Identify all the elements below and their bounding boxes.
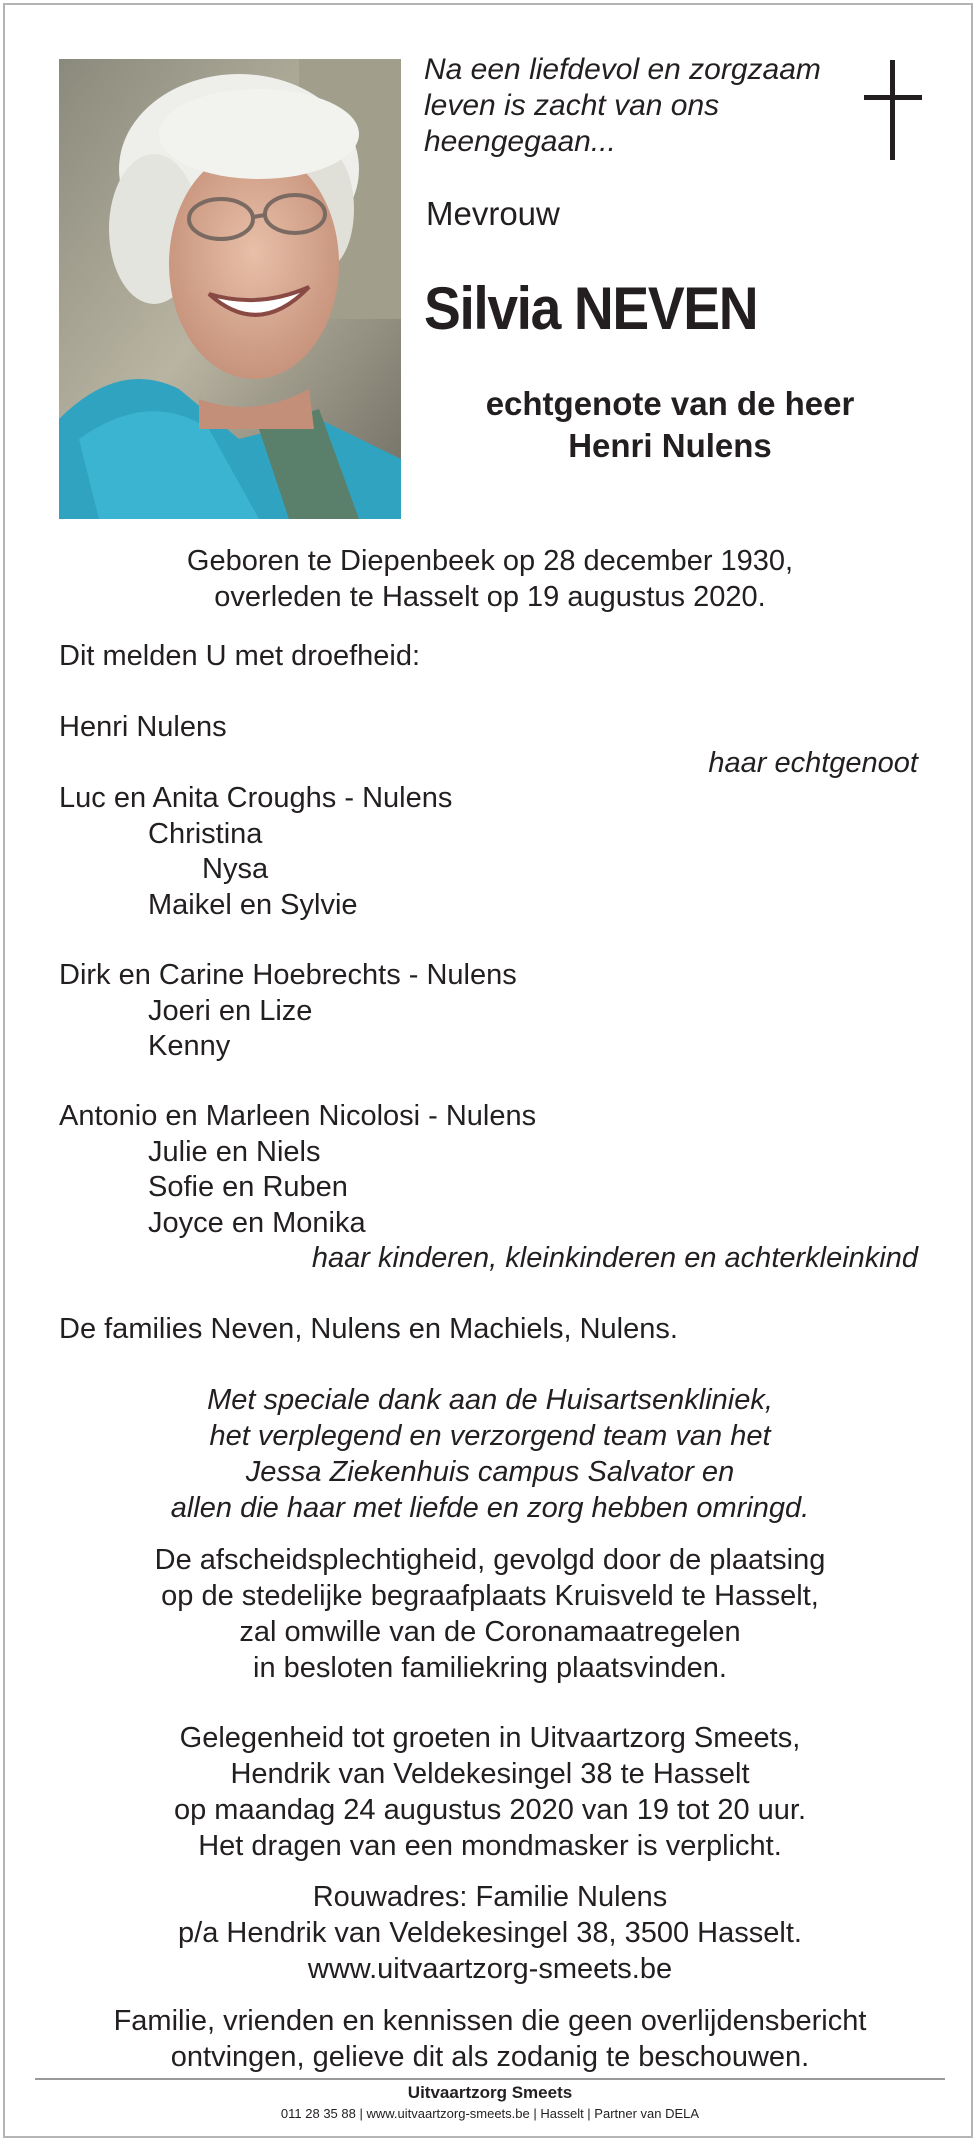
family-grandchild: Kenny [148,1030,231,1062]
ceremony-line: in besloten familiekring plaatsvinden. [253,1652,727,1684]
family-child: Luc en Anita Croughs - Nulens [59,782,453,814]
intro-line: leven is zacht van ons [424,89,720,122]
spouse-line: Henri Nulens [568,427,772,464]
closing-text [40,2003,940,2075]
family-child: Dirk en Carine Hoebrechts - Nulens [59,959,517,991]
website-link[interactable]: www.uitvaartzorg-smeets.be [307,1953,673,1985]
family-children-role: haar kinderen, kleinkinderen en achterkleinkind [311,1242,918,1274]
footer-divider [35,2078,945,2080]
spouse-line: echtgenote van de heer [485,385,855,422]
thanks-line: het verplegend en verzorgend team van het [209,1420,771,1452]
visitation-text [40,1720,940,1864]
family-grandchild: Maikel en Sylvie [148,889,358,921]
intro-verse [424,52,864,160]
address-line: p/a Hendrik van Veldekesingel 38, 3500 Hasselt. [178,1917,802,1949]
ceremony-line: op de stedelijke begraafplaats Kruisveld te Hasselt, [161,1580,819,1612]
cross-icon [864,60,922,160]
announcement: Dit melden U met droefheid: [59,640,421,672]
intro-line: Na een liefdevol en zorgzaam [424,53,821,86]
closing-line: ontvingen, gelieve dit als zodanig te beschouwen. [170,2041,810,2073]
thanks-line: Jessa Ziekenhuis campus Salvator en [245,1456,735,1488]
deceased-name: Silvia NEVEN [424,275,758,342]
death-line: overleden te Hasselt op 19 augustus 2020. [214,581,766,613]
visitation-line: op maandag 24 augustus 2020 van 19 tot 20 uur. [173,1794,807,1826]
address-line: Rouwadres: Familie Nulens [312,1881,668,1913]
ceremony-line: De afscheidsplechtigheid, gevolgd door de plaatsing [154,1544,826,1576]
footer-info: 011 28 35 88 | www.uitvaartzorg-smeets.be | Hasselt | Partner van DELA [280,2106,700,2121]
portrait-photo [59,59,401,519]
spouse-info [420,383,920,467]
visitation-line: Hendrik van Veldekesingel 38 te Hasselt [230,1758,750,1790]
footer-company: Uitvaartzorg Smeets [407,2083,573,2102]
intro-line: heengegaan... [424,125,616,158]
family-husband: Henri Nulens [59,711,227,743]
address-text [40,1879,940,1987]
family-husband-role: haar echtgenoot [708,747,918,779]
family-child: Antonio en Marleen Nicolosi - Nulens [59,1100,537,1132]
family-great-grandchild: Nysa [202,853,269,885]
birth-death-info [40,543,940,615]
visitation-line: Gelegenheid tot groeten in Uitvaartzorg Smeets, [179,1722,801,1754]
thanks-text [40,1382,940,1526]
birth-line: Geboren te Diepenbeek op 28 december 1930, [186,545,794,577]
family-grandchild: Joyce en Monika [148,1207,366,1239]
ceremony-line: zal omwille van de Coronamaatregelen [239,1616,741,1648]
visitation-line: Het dragen van een mondmasker is verplicht. [198,1830,782,1862]
family-other: De families Neven, Nulens en Machiels, Nulens. [59,1313,678,1345]
family-grandchild: Julie en Niels [148,1136,321,1168]
closing-line: Familie, vrienden en kennissen die geen overlijdensbericht [113,2005,867,2037]
salutation: Mevrouw [426,195,560,232]
thanks-line: Met speciale dank aan de Huisartsenkliniek, [207,1384,773,1416]
family-grandchild: Christina [148,818,263,850]
family-grandchild: Sofie en Ruben [148,1171,348,1203]
thanks-line: allen die haar met liefde en zorg hebben omringd. [170,1492,810,1524]
family-grandchild: Joeri en Lize [148,995,313,1027]
ceremony-text [40,1542,940,1686]
